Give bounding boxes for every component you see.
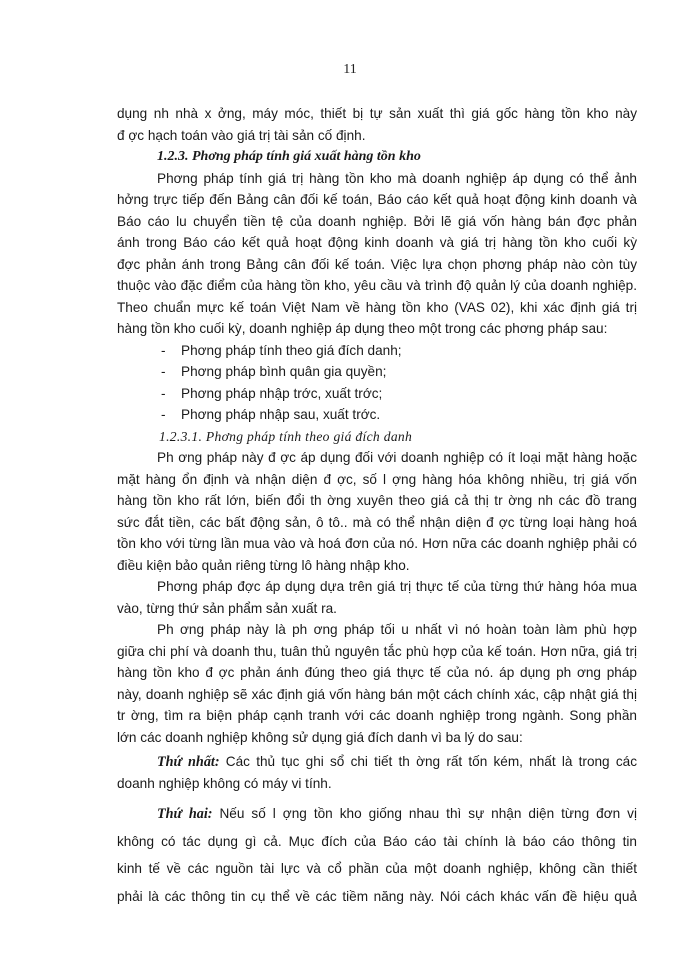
bullet-marker: - — [161, 407, 166, 422]
reason-second — [117, 800, 637, 828]
reason-first — [117, 751, 637, 773]
text-line: dụng nh nhà x ởng, máy móc, thiết bị tự sản xuất thì giá gốc hàng tồn kho này — [117, 106, 637, 121]
text-line: này, doanh nghiệp sẽ xác định giá vốn hàng bán một cách chính xác, cập nhật giá thị — [117, 686, 637, 702]
text-line: thuộc vào đặc điểm của hàng tồn kho, yêu cầu và trình độ quản lý của doanh nghiệp. — [117, 278, 637, 293]
text-line: vào, từng thứ sản phẩm sản xuất ra. — [117, 600, 337, 616]
bullet-marker: - — [161, 342, 166, 358]
text-line: hàng tồn kho cuối kỳ, doanh nghiệp áp dụng theo một trong các phơng pháp sau: — [117, 321, 608, 336]
bullet-marker: - — [161, 385, 166, 401]
text-line: hàng tồn kho rất lớn, biến đổi th ờng xuyên theo giá cả thị tr ờng nh các đồ trang — [117, 493, 637, 508]
text-line: lớn các doanh nghiệp không sử dụng giá đích danh vì ba lý do sau: — [117, 729, 523, 745]
text-line: doanh nghiệp không có máy vi tính. — [117, 775, 332, 791]
reason-label: Thứ hai: — [157, 806, 213, 822]
text-line: không có tác dụng gì cả. Mục đích của Báo cáo tài chính là báo cáo thông tin — [117, 833, 637, 849]
list-item — [117, 404, 637, 426]
subsection-heading: 1.2.3.1. Phơng pháp tính theo giá đích danh — [159, 428, 413, 444]
text-line: đợc phản ánh trong Bảng cân đối kế toán. Việc lựa chọn phơng pháp nào còn tùy — [117, 256, 637, 272]
text-line: hởng trực tiếp đến Bảng cân đối kế toán, Báo cáo kết quả hoạt động kinh doanh và — [117, 192, 637, 207]
text-line: Ph ơng pháp này đ ợc áp dụng đối với doanh nghiệp có ít loại mặt hàng hoặc — [157, 450, 637, 465]
list-item — [117, 383, 637, 405]
section-heading: 1.2.3. Phơng pháp tính giá xuất hàng tồn kho — [157, 149, 421, 164]
text-line: mặt hàng ổn định và nhận diện đ ợc, số l ợng hàng hóa không nhiều, trị giá vốn — [117, 471, 637, 487]
reason-text: Nếu số l ợng tồn kho giống nhau thì sự nhận diện từng đơn vị — [212, 806, 637, 821]
text-line: Theo chuẩn mực kế toán Việt Nam về hàng tồn kho (VAS 02), khi xác định giá trị — [117, 299, 637, 315]
text-line: Phơng pháp tính giá trị hàng tồn kho mà doanh nghiệp áp dụng có thể ảnh — [157, 170, 637, 186]
text-line: điều kiện bảo quản riêng từng lô hàng nhập kho. — [117, 557, 410, 573]
list-item-text: Phơng pháp tính theo giá đích danh; — [181, 342, 402, 358]
list-item-text: Phơng pháp nhập sau, xuất trớc. — [181, 407, 381, 422]
bullet-marker: - — [161, 364, 166, 379]
text-line: sức đắt tiền, các bất động sản, ô tô.. mà có thể nhận diện đ ợc từng loại hàng hoá — [117, 514, 637, 530]
list-item-text: Phơng pháp bình quân gia quyền; — [181, 364, 387, 379]
list-item-text: Phơng pháp nhập trớc, xuất trớc; — [181, 385, 383, 401]
text-line: giữa chi phí và doanh thu, tuân thủ nguyên tắc phù hợp của kế toán. Hơn nữa, giá trị — [117, 643, 637, 659]
text-line: ánh trong Báo cáo kết quả hoạt động kinh doanh và giá trị hàng tồn kho cuối kỳ — [117, 235, 637, 250]
document-body — [117, 103, 637, 910]
text-line: Báo cáo lu chuyển tiền tệ của doanh nghiệp. Bởi lẽ giá vốn hàng bán đợc phản — [117, 213, 637, 229]
text-line: phải là các thông tin cụ thể về các tiềm năng này. Nói cách khác vấn đề hiệu quả — [117, 888, 637, 904]
page-number: 11 — [343, 62, 357, 77]
reason-text: Các thủ tục ghi sổ chi tiết th ờng rất tốn kém, nhất là trong các — [219, 754, 637, 769]
text-line: kinh tế về các nguồn tài lực và cổ phần của một doanh nghiệp, không cần thiết — [117, 861, 637, 876]
text-line: Ph ơng pháp này là ph ơng pháp tối u nhất vì nó hoàn toàn làm phù hợp — [157, 622, 637, 637]
list-item — [117, 361, 637, 383]
text-line: Phơng pháp đợc áp dụng dựa trên giá trị thực tế của từng thứ hàng hóa mua — [157, 579, 637, 594]
list-item — [117, 340, 637, 362]
text-line: đ ợc hạch toán vào giá trị tài sản cố định. — [117, 127, 366, 143]
text-line: tồn kho với từng lần mua vào và hoá đơn của nó. Hơn nữa các doanh nghiệp phải có — [117, 536, 637, 551]
reason-label: Thứ nhất: — [157, 754, 220, 770]
text-line: tr ờng, tìm ra biện pháp cạnh tranh với các doanh nghiệp trong ngành. Song phần — [117, 708, 637, 723]
text-line: hàng tồn kho đ ợc phản ánh đúng theo giá thực tế của nó. áp dụng ph ơng pháp — [117, 665, 637, 680]
